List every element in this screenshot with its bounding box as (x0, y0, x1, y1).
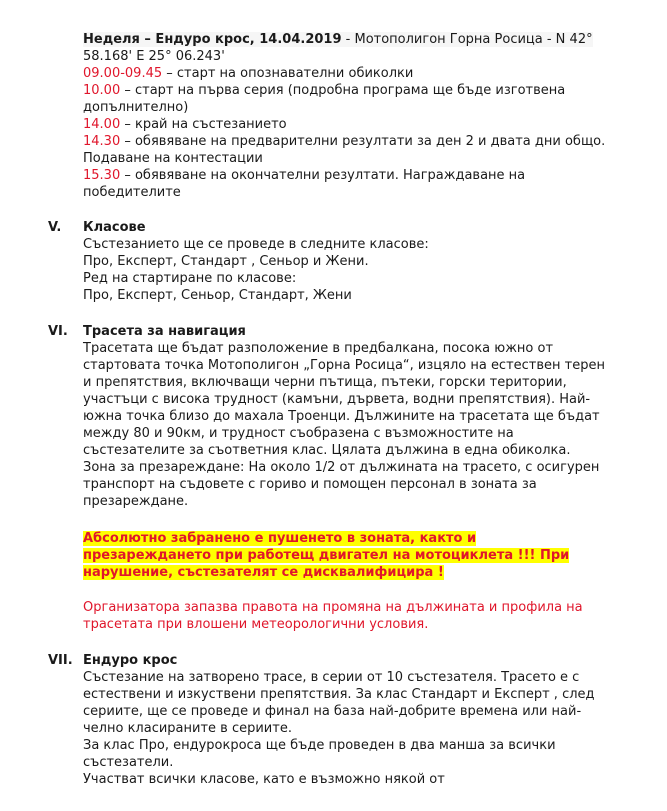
schedule-time: 14.30 (83, 134, 121, 149)
schedule-text: – обявяване на предварителни резултати за ден 2 и двата дни общо. (120, 134, 606, 149)
section-line: Състезание на затворено трасе, в серии от 10 състезателя. Трасето е с (83, 670, 580, 685)
section-line: Про, Експерт, Стандарт , Сеньор и Жени. (83, 254, 369, 269)
coordinates-line: 58.168' E 25° 06.243' (83, 49, 225, 64)
sunday-schedule (83, 31, 643, 201)
schedule-time: 14.00 (83, 117, 121, 132)
warning-line: презареждането при работещ двигател на мотоциклета !!! При (83, 548, 570, 563)
section-line: Участват всички класове, като е възможно някой от (83, 772, 445, 787)
section-line: презареждане. (83, 494, 189, 509)
day-heading-bold: Неделя – Ендуро крос, 14.04.2019 (83, 32, 342, 47)
section-line: сериите, ще се проведе и финал на база най-добрите времена или най- (83, 704, 582, 719)
organizer-note (83, 599, 643, 633)
section-line: транспорт на съдовете с гориво и помощен персонал в зоната за (83, 477, 537, 492)
section-line: състезателите за съответния клас. Цялата дължина в една обиколка. (83, 443, 571, 458)
section-line: естествени и изкуствени препятствия. За клас Стандарт и Експерт , след (83, 687, 595, 702)
schedule-time: 09.00-09.45 (83, 66, 163, 81)
warning-line: нарушение, състезателят се дисквалифицира ! (83, 565, 444, 580)
section-line: Зона за презареждане: На около 1/2 от дължината на трасето, с осигурен (83, 460, 600, 475)
schedule-text: – край на състезанието (120, 117, 287, 132)
schedule-item-cont: победителите (83, 185, 181, 200)
day-heading (83, 31, 643, 48)
smoking-refuel-warning (83, 530, 643, 581)
section-title: Трасета за навигация (83, 324, 246, 339)
note-line: трасетата при влошени метеорологични условия. (83, 617, 429, 632)
section-line: Про, Експерт, Сеньор, Стандарт, Жени (83, 288, 352, 303)
section-title: Класове (83, 220, 146, 235)
schedule-item (83, 65, 643, 82)
schedule-text: – старт на опознавателни обиколки (162, 66, 414, 81)
warning-line: Абсолютно забранено е пушенето в зоната, както и (83, 531, 477, 546)
section-title: Ендуро крос (83, 653, 178, 668)
section-enduro-cross (83, 652, 643, 788)
section-navigation-tracks (83, 323, 643, 510)
section-line: между 80 и 90км, и трудност съобразена с възможностите на (83, 426, 514, 441)
section-line: Състезанието ще се проведе в следните класове: (83, 237, 429, 252)
section-line: състезатели. (83, 755, 174, 770)
schedule-text: – обявяване на окончателни резултати. Награждаване на (120, 168, 526, 183)
schedule-item (83, 116, 643, 133)
schedule-item (83, 167, 643, 184)
section-number-v: V. (48, 220, 62, 235)
section-line: южна точка близо до махала Троенци. Дължините на трасетата ще бъдат (83, 409, 600, 424)
section-line: Трасетата ще бъдат разположение в предбалкана, посока южно от (83, 341, 554, 356)
section-number-vi: VI. (48, 324, 68, 339)
schedule-time: 10.00 (83, 83, 121, 98)
note-line: Организатора запазва правота на промяна на дължината и профила на (83, 600, 583, 615)
section-classes (83, 219, 643, 304)
section-line: участъци с висока трудност (камъни, дървета, водни препятствия). Най- (83, 392, 591, 407)
schedule-item-cont: допълнително) (83, 100, 189, 115)
schedule-text: – старт на първа серия (подробна програма ще бъде изготвена (120, 83, 566, 98)
schedule-item-cont: Подаване на контестации (83, 151, 263, 166)
section-line: Ред на стартиране по класове: (83, 271, 297, 286)
schedule-item (83, 133, 643, 150)
section-line: и препятствия, включващи черни пътища, пътеки, горски територии, (83, 375, 567, 390)
section-line: челно класираните в сериите. (83, 721, 292, 736)
schedule-item (83, 82, 643, 99)
day-heading-location: - Мотополигон Горна Росица - N 42° (341, 32, 593, 47)
section-line: За клас Про, ендурокроса ще бъде проведен в два манша за всички (83, 738, 556, 753)
schedule-time: 15.30 (83, 168, 121, 183)
section-number-vii: VII. (48, 653, 73, 668)
section-line: стартовата точка Мотополигон „Горна Росица“, изцяло на естествен терен (83, 358, 605, 373)
